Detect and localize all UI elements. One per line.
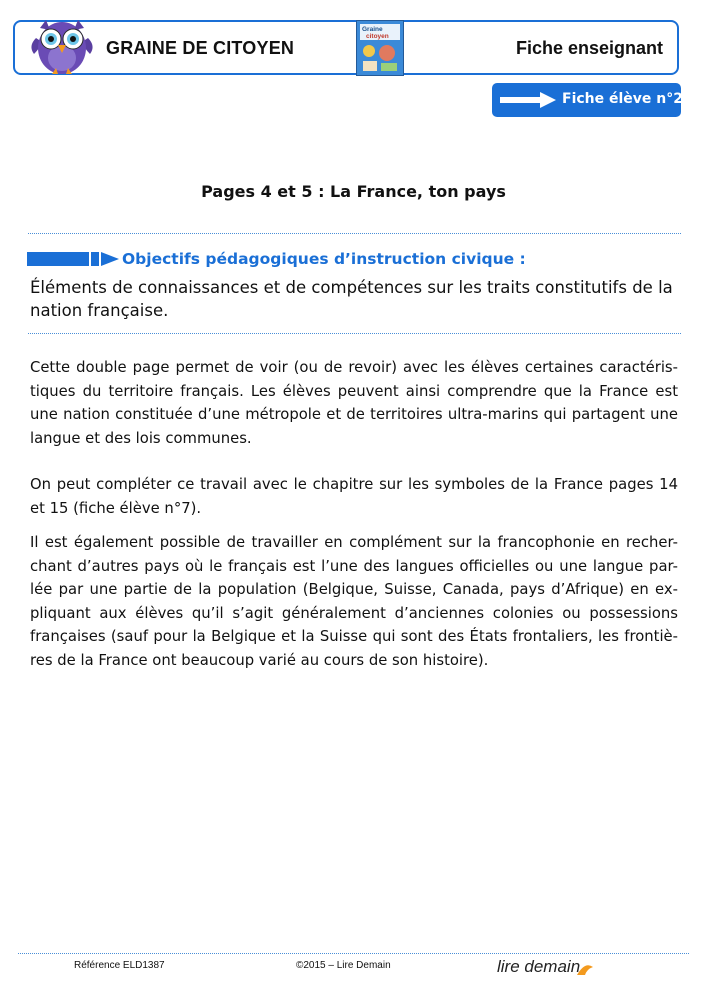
pencil-arrow-icon	[27, 250, 119, 268]
cover-title-line2: citoyen	[366, 33, 389, 40]
student-sheet-label: Fiche élève n°2	[562, 91, 683, 107]
owl-mascot-icon	[26, 18, 98, 78]
student-sheet-badge	[492, 83, 681, 117]
publisher-logo-text: lire demain	[497, 957, 581, 976]
footer-copyright: ©2015 – Lire Demain	[296, 960, 391, 971]
footer-divider	[18, 953, 689, 954]
book-cover-thumbnail	[356, 20, 404, 76]
cover-title-line1: Graine	[362, 26, 383, 33]
objectives-heading: Objectifs pédagogiques d’instruction civique :	[122, 250, 526, 268]
paragraph-3: Il est également possible de travailler en complément sur la francophonie en recher-chant d’autres pays où le français est l’une des langues officielles ou une langue par-lée par une partie de la population (Belgique, Suisse, Canada, pays d’Afrique) en ex-pliquant aux élèves qu’il s’agit généralement d’anciennes colonies ou possessions françaises (sauf pour la Belgique et la Suisse qui sont des États frontaliers, les frontiè-res de la France ont beaucoup varié au cours de son histoire).	[30, 534, 678, 669]
paragraph-1: Cette double page permet de voir (ou de revoir) avec les élèves certaines caractéris-tiques du territoire français. Les élèves peuvent ainsi comprendre que la France est une nation constituée d’une métropole et de territoires ultra-marins qui partagent une langue et des lois communes.	[30, 359, 678, 447]
divider-top	[28, 233, 681, 234]
footer-reference: Référence ELD1387	[74, 960, 165, 971]
publisher-logo-icon	[575, 961, 595, 977]
paragraph-2: On peut compléter ce travail avec le chapitre sur les symboles de la France pages 14 et 15 (fiche élève n°7).	[30, 476, 678, 517]
book-cover-icon	[357, 21, 403, 75]
objectives-text: Éléments de connaissances et de compétences sur les traits constitutifs de la nation française.	[30, 278, 673, 320]
series-title: GRAINE DE CITOYEN	[106, 38, 295, 58]
page-title: Pages 4 et 5 : La France, ton pays	[201, 182, 506, 201]
divider-bottom	[28, 333, 681, 334]
document-type-label: Fiche enseignant	[515, 38, 663, 58]
arrow-right-icon	[500, 92, 556, 108]
